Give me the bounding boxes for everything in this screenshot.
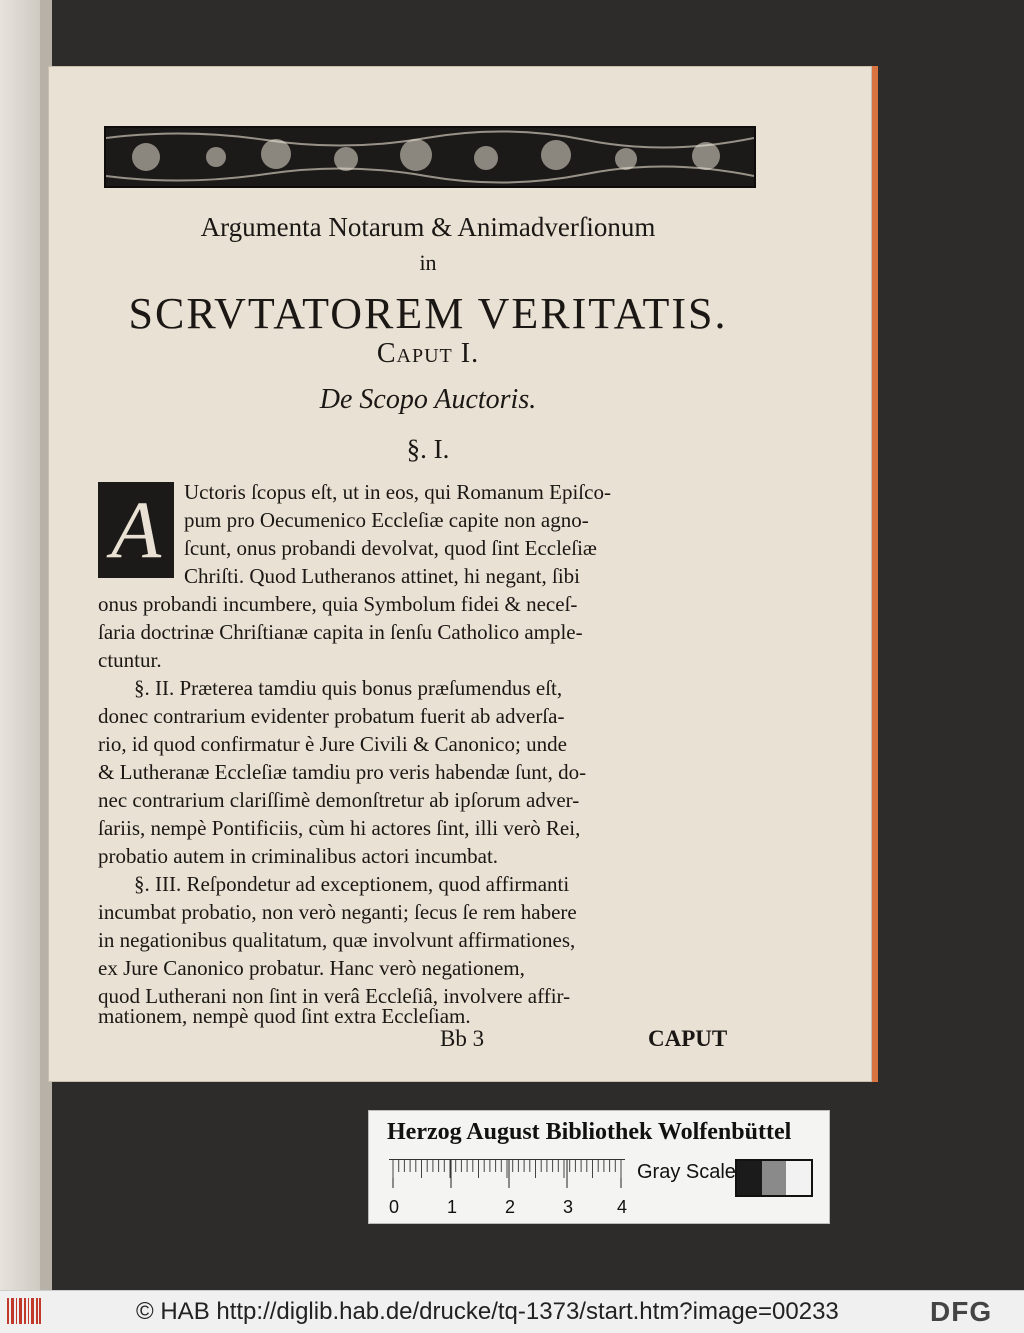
text-line: in negationibus qualitatum, quæ involvunt affirmationes, (98, 928, 576, 952)
adjacent-page-edge (0, 0, 40, 1290)
signature-mark: Bb 3 (440, 1026, 485, 1051)
ruler-number: 3 (563, 1197, 574, 1217)
text-line: ctuntur. (98, 648, 162, 672)
text-line: Uctoris ſcopus eſt, ut in eos, qui Romanum Epiſco- (184, 480, 611, 504)
swatch-light (786, 1161, 811, 1195)
text-line: ex Jure Canonico probatur. Hanc verò negationem, (98, 956, 525, 980)
main-title: SCRVTATOREM VERITATIS. (128, 289, 728, 338)
text-line: nec contrarium clariſſimè demonſtretur ab ipſorum adver- (98, 788, 580, 812)
text-line: ſariis, nempè Pontificiis, cùm hi actores ſint, illi verò Rei, (98, 816, 581, 840)
text-line: pum pro Oecumenico Eccleſiæ capite non agno- (184, 508, 589, 532)
ruler-scale (389, 1159, 625, 1190)
text-line: quod Lutherani non ſint in verâ Eccleſiâ, involvere affir- (98, 984, 571, 1008)
text-line: Chriſti. Quod Lutheranos attinet, hi negant, ſibi (184, 564, 581, 588)
gray-scale-swatches (735, 1159, 813, 1197)
text-line: mationem, nempè quod ſint extra Eccleſiam. (98, 1004, 471, 1028)
text-line: ſaria doctrinæ Chriſtianæ capita in ſenſu Catholico ample- (98, 620, 583, 644)
ruler-number: 2 (505, 1197, 516, 1217)
barcode-icon (6, 1296, 42, 1326)
text-line: onus probandi incumbere, quia Symbolum fidei & neceſ- (98, 592, 578, 616)
decorative-headpiece (104, 126, 756, 188)
text-line: probatio autem in criminalibus actori incumbat. (98, 844, 499, 868)
catchword: CAPUT (648, 1026, 728, 1051)
chapter-subtitle: De Scopo Auctoris. (319, 384, 537, 415)
text-line: ſcunt, onus probandi devolvat, quod ſint Eccleſiæ (184, 536, 597, 560)
drop-cap: A (98, 482, 174, 578)
title-in-word: in (419, 250, 437, 275)
text-line: §. III. Reſpondetur ad exceptionem, quod affirmanti (134, 872, 570, 896)
text-line: donec contrarium evidenter probatum fuerit ab adverſa- (98, 704, 565, 728)
ruler-number: 4 (617, 1197, 628, 1217)
title-line: Argumenta Notarum & Animadverſionum (200, 212, 656, 242)
section-heading: §. I. (406, 434, 450, 464)
ruler-number: 1 (447, 1197, 458, 1217)
text-line: & Lutheranæ Eccleſiæ tamdiu pro veris habendæ ſunt, do- (98, 760, 587, 784)
dfg-logo: DFG (930, 1296, 993, 1327)
ruler-number: 0 (389, 1197, 400, 1217)
library-name: Herzog August Bibliothek Wolfenbüttel (387, 1119, 792, 1145)
text-line: rio, id quod confirmatur è Jure Civili & Canonico; unde (98, 732, 567, 756)
gray-scale-label: Gray Scale (637, 1161, 736, 1183)
text-line: incumbat probatio, non verò neganti; ſecus ſe rem habere (98, 900, 577, 924)
text-line: §. II. Præterea tamdiu quis bonus præſumendus eſt, (134, 676, 563, 700)
chapter-heading: Caput I. (376, 338, 480, 369)
swatch-mid (762, 1161, 787, 1195)
swatch-dark (737, 1161, 762, 1195)
copyright-link[interactable]: © HAB http://diglib.hab.de/drucke/tq-1373/start.htm?image=00233 (136, 1298, 839, 1325)
library-scale-card (368, 1110, 830, 1224)
